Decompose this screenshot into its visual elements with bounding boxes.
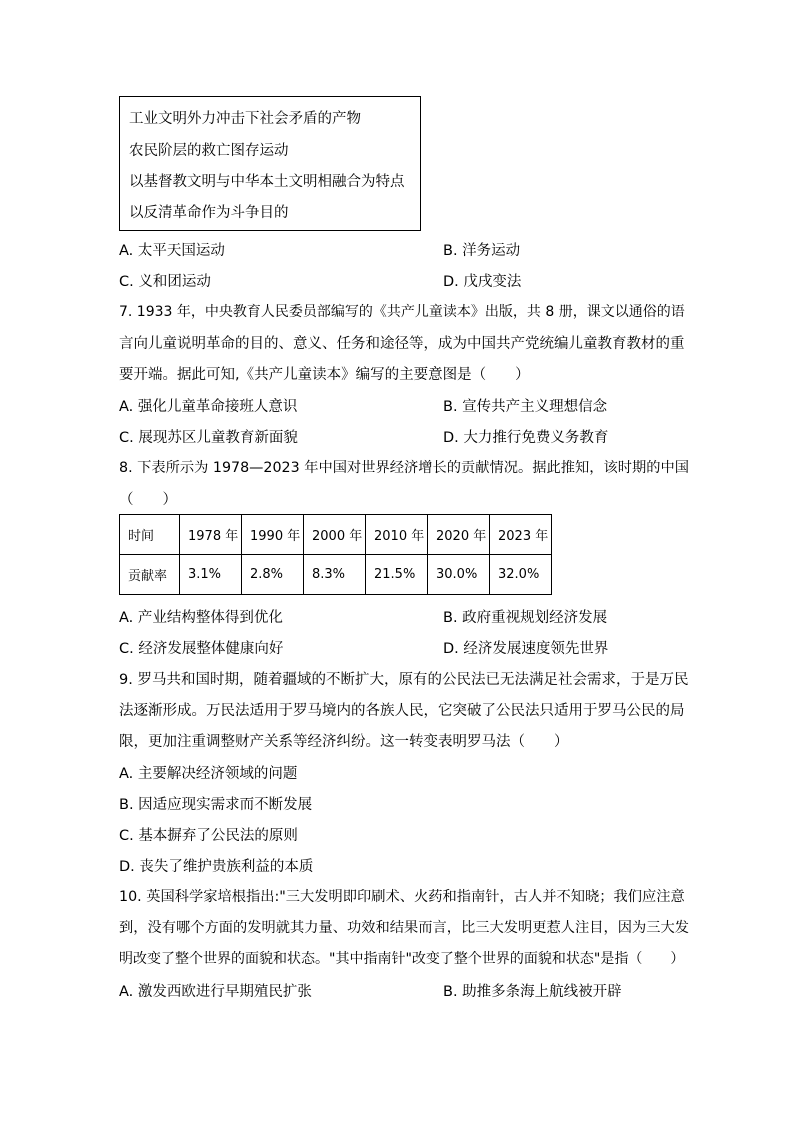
q6-option-c: C. 义和团运动 — [119, 274, 211, 290]
table-header-row — [120, 515, 552, 555]
q8-option-b: B. 政府重视规划经济发展 — [443, 610, 608, 626]
q6-option-d: D. 戊戌变法 — [443, 274, 522, 290]
table-header-cell: 2000 年 — [304, 515, 366, 555]
q10-stem-line-2: 到，没有哪个方面的发明就其力量、功效和结果而言，比三大发明更惹人注目，因为三大发 — [119, 920, 690, 936]
q7-option-a: A. 强化儿童革命接班人意识 — [119, 399, 298, 415]
table-header-cell: 2010 年 — [366, 515, 428, 555]
q8-option-c: C. 经济发展整体健康向好 — [119, 641, 284, 657]
table-cell: 21.5% — [366, 555, 428, 595]
q8-option-a: A. 产业结构整体得到优化 — [119, 610, 283, 626]
q9-option-d: D. 丧失了维护贵族利益的本质 — [119, 859, 314, 875]
table-cell: 贡献率 — [120, 555, 180, 595]
q9-stem-line-2: 法逐渐形成。万民法适用于罗马境内的各族人民，它突破了公民法只适用于罗马公民的局 — [119, 703, 685, 719]
q7-stem-line-3: 要开端。据此可知,《共产儿童读本》编写的主要意图是（ ） — [119, 367, 530, 383]
q9-stem-line-1: 9. 罗马共和国时期，随着疆域的不断扩大，原有的公民法已无法满足社会需求，于是万民 — [119, 672, 689, 688]
q10-stem-line-1: 10. 英国科学家培根指出:"三大发明即印刷术、火药和指南针，古人并不知晓；我们应注意 — [119, 889, 685, 905]
q6-box-line-2: 农民阶层的救亡图存运动 — [129, 143, 289, 159]
q7-option-d: D. 大力推行免费义务教育 — [443, 430, 609, 446]
q7-stem-line-2: 言向儿童说明革命的目的、意义、任务和途径等，成为中国共产党统编儿童教育教材的重 — [119, 336, 685, 352]
table-cell: 32.0% — [490, 555, 552, 595]
q10-option-b: B. 助推多条海上航线被开辟 — [443, 984, 622, 1000]
q6-feature-box — [119, 96, 421, 231]
q6-option-b: B. 洋务运动 — [443, 243, 521, 259]
table-header-cell: 2020 年 — [428, 515, 490, 555]
q8-stem-line-2: （ ） — [119, 492, 177, 508]
table-header-cell: 1978 年 — [180, 515, 242, 555]
q7-stem-line-1: 7. 1933 年，中央教育人民委员部编写的《共产儿童读本》出版，共 8 册，课文以通俗的语 — [119, 304, 685, 320]
table-header-cell: 1990 年 — [242, 515, 304, 555]
q6-box-line-3: 以基督教文明与中华本土文明相融合为特点 — [129, 174, 405, 190]
q6-box-line-4: 以反清革命作为斗争目的 — [129, 205, 289, 221]
q9-option-c: C. 基本摒弃了公民法的原则 — [119, 828, 298, 844]
q7-option-b: B. 宣传共产主义理想信念 — [443, 399, 608, 415]
q10-stem-line-3: 明改变了整个世界的面貌和状态。"其中指南针"改变了整个世界的面貌和状态"是指（ ） — [119, 951, 685, 967]
q6-box-line-1: 工业文明外力冲击下社会矛盾的产物 — [129, 111, 361, 127]
q8-stem-line-1: 8. 下表所示为 1978—2023 年中国对世界经济增长的贡献情况。据此推知，该时期的中国 — [119, 460, 689, 476]
q9-stem-line-3: 限，更加注重调整财产关系等经济纠纷。这一转变表明罗马法（ ） — [119, 734, 569, 750]
contribution-table — [119, 514, 552, 595]
table-cell: 30.0% — [428, 555, 490, 595]
table-header-cell: 2023 年 — [490, 515, 552, 555]
q10-option-a: A. 激发西欧进行早期殖民扩张 — [119, 984, 312, 1000]
q6-option-a: A. 太平天国运动 — [119, 243, 225, 259]
q8-option-d: D. 经济发展速度领先世界 — [443, 641, 609, 657]
table-cell: 3.1% — [180, 555, 242, 595]
table-cell: 8.3% — [304, 555, 366, 595]
table-row — [120, 555, 552, 595]
table-header-cell: 时间 — [120, 515, 180, 555]
q9-option-a: A. 主要解决经济领域的问题 — [119, 766, 298, 782]
q9-option-b: B. 因适应现实需求而不断发展 — [119, 797, 313, 813]
q7-option-c: C. 展现苏区儿童教育新面貌 — [119, 430, 298, 446]
table-cell: 2.8% — [242, 555, 304, 595]
